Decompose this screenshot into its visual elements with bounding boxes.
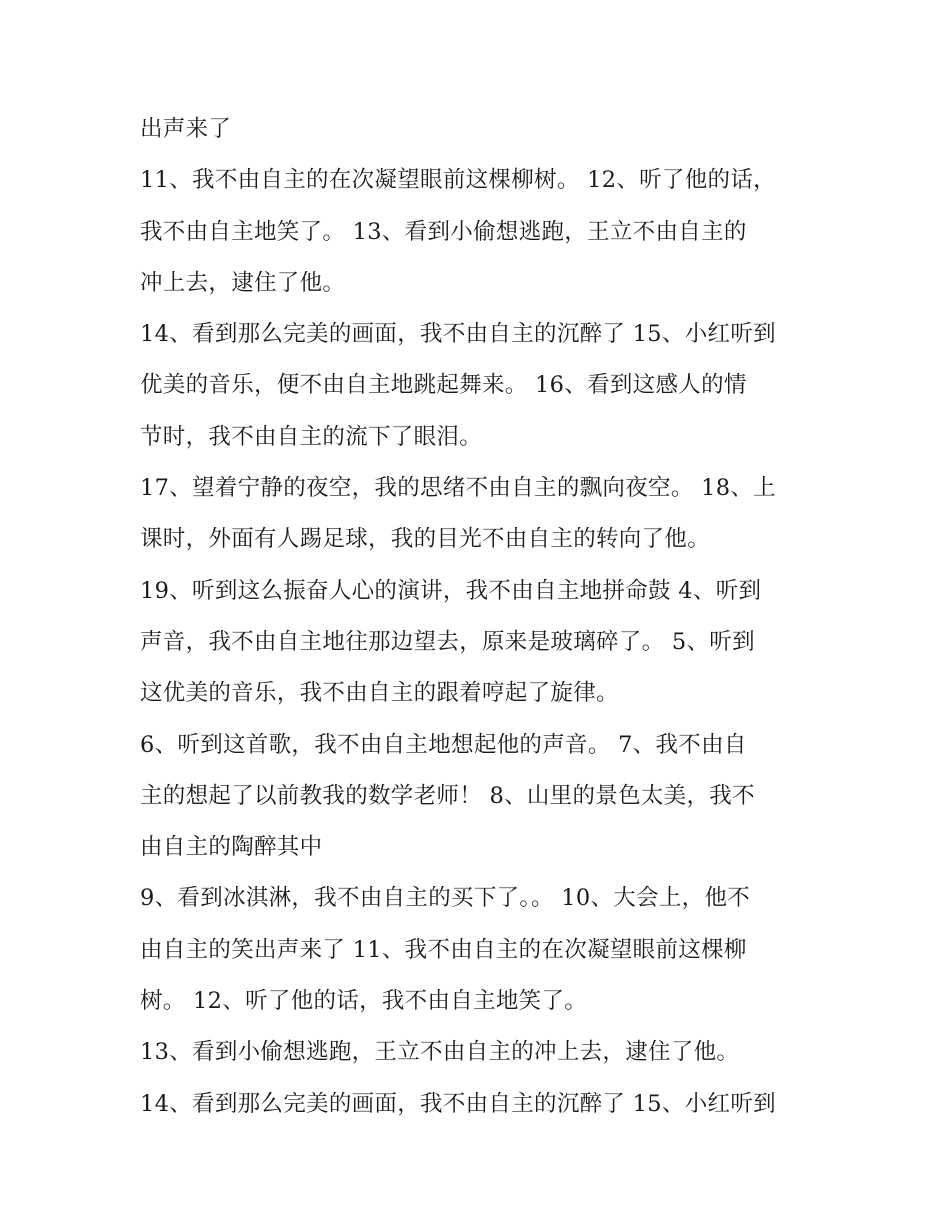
- text-line-10: 19、听到这么振奋人心的演讲，我不由自主地拼命鼓 4、听到: [140, 577, 762, 604]
- text-line-5: 14、看到那么完美的画面，我不由自主的沉醉了 15、小红听到: [140, 321, 776, 348]
- text-line-4: 冲上去，逮住了他。: [140, 269, 346, 296]
- text-line-13: 6、听到这首歌，我不由自主地想起他的声音。 7、我不由自: [140, 731, 747, 758]
- text-line-8: 17、望着宁静的夜空，我的思绪不由自主的飘向夜空。 18、上: [140, 475, 776, 502]
- text-line-18: 树。 12、听了他的话，我不由自主地笑了。: [140, 988, 588, 1015]
- text-line-19: 13、看到小偷想逃跑，王立不由自主的冲上去，逮住了他。: [140, 1039, 740, 1066]
- text-line-16: 9、看到冰淇淋，我不由自主的买下了。。 10、大会上，他不: [140, 885, 751, 912]
- text-line-1: 出声来了: [140, 116, 232, 142]
- document-body-text: [140, 104, 830, 1130]
- text-line-9: 课时，外面有人踢足球，我的目光不由自主的转向了他。: [140, 526, 711, 553]
- text-line-6: 优美的音乐，便不由自主地跳起舞来。 16、看到这感人的情: [140, 372, 747, 399]
- text-line-7: 节时，我不由自主的流下了眼泪。: [140, 423, 483, 450]
- text-line-15: 由自主的陶醉其中: [140, 834, 323, 861]
- text-line-2: 11、我不由自主的在次凝望眼前这棵柳树。 12、听了他的话，: [140, 167, 776, 194]
- text-line-11: 声音，我不由自主地往那边望去，原来是玻璃碎了。 5、听到: [140, 628, 755, 655]
- text-line-20: 14、看到那么完美的画面，我不由自主的沉醉了 15、小红听到: [140, 1090, 776, 1117]
- text-line-14: 主的想起了以前教我的数学老师！ 8、山里的景色太美，我不: [140, 782, 755, 809]
- text-line-12: 这优美的音乐，我不由自主的跟着哼起了旋律。: [140, 680, 619, 707]
- text-line-17: 由自主的笑出声来了 11、我不由自主的在次凝望眼前这棵柳: [140, 936, 747, 963]
- text-line-3: 我不由自主地笑了。 13、看到小偷想逃跑，王立不由自主的: [140, 218, 747, 245]
